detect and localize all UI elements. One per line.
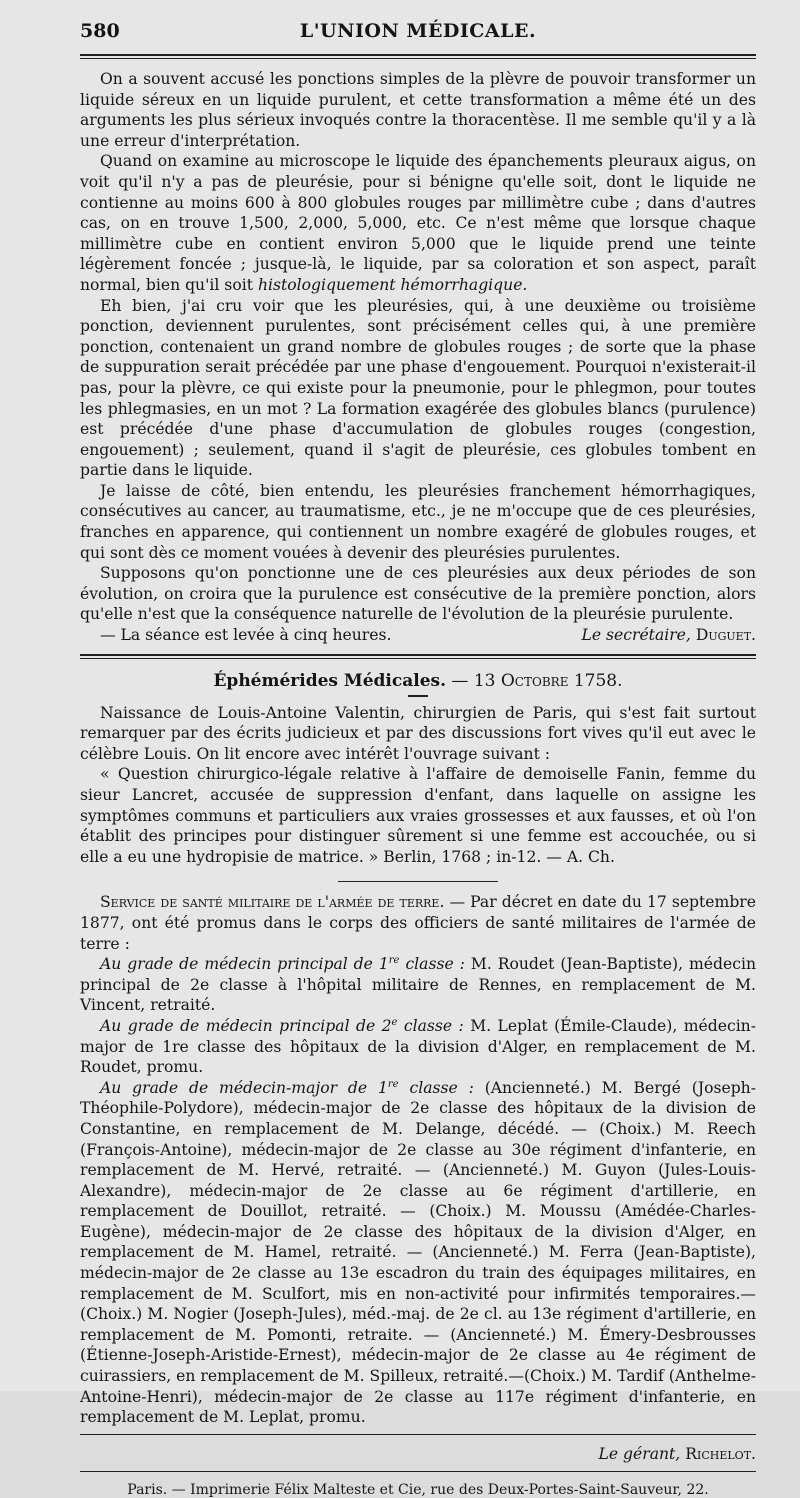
- header-rule: [80, 54, 756, 59]
- military-section: [80, 892, 756, 1427]
- minutes-paragraph: On a souvent accusé les ponctions simples de la plèvre de pouvoir transformer un liquide séreux en un liquide purulent, et cette transformation a même été un des arguments les plus sérieux invoqués contre la thoracentèse. Il me semble qu'il y a là une erreur d'interprétation.: [80, 70, 756, 150]
- footer-rule: [80, 1471, 756, 1472]
- signature-rule: [80, 1434, 756, 1435]
- minutes-paragraph: Je laisse de côté, bien entendu, les pleurésies franchement hémorrhagiques, consécutives au cancer, au traumatisme, etc., je ne m'occupe que de ces pleurésies, franches en apparence, qui contiennent un nombre exagéré de globules rouges, et qui sont dès ce moment vouées à devenir des pleurésies purulentes.: [80, 481, 756, 562]
- ephemerides-section: [80, 669, 756, 868]
- manager-signature: Le gérant, Richelot.: [598, 1444, 756, 1463]
- printer-imprint: Paris. — Imprimerie Félix Malteste et Cie, rue des Deux-Portes-Saint-Sauveur, 22.: [127, 1481, 709, 1498]
- italic-phrase: histologiquement hémorrhagique.: [257, 275, 528, 294]
- session-minutes: [80, 69, 756, 646]
- secretary-signature: Le secrétaire, Duguet.: [581, 626, 756, 645]
- military-intro: Service de santé militaire de l'armée de terre. — Par décret en date du 17 septembre 1877, ont été promus dans le corps des officiers de santé militaires de l'armée de terre :: [80, 893, 756, 953]
- title-dash: [408, 695, 428, 697]
- page-header: [80, 14, 756, 46]
- ephemerides-quote: « Question chirurgico-légale relative à l'affaire de demoiselle Fanin, femme du sieur Lancret, accusée de suppression d'enfant, dans laquelle on assigne les symptômes communs et particuliers aux vraies grossesses et aux fausses, et où l'on établit des principes pour distinguer sûrement si une femme est accouchée, ou si elle a eu une hydropisie de matrice. » Berlin, 1768 ; in-12. — A. Ch.: [80, 765, 756, 866]
- journal-title: L'UNION MÉDICALE.: [299, 20, 537, 42]
- military-heading: Service de santé militaire de l'armée de terre.: [100, 893, 445, 912]
- session-closing: [80, 625, 756, 646]
- ephemerides-title: Éphémérides Médicales. — 13 Octobre 1758.: [213, 670, 623, 691]
- ephemerides-paragraph: Naissance de Louis-Antoine Valentin, chirurgien de Paris, qui s'est fait surtout remarquer par des écrits judicieux et par des discussions fort vives qu'il eut avec le célèbre Louis. On lit encore avec intérêt l'ouvrage suivant :: [80, 703, 756, 763]
- minutes-paragraph: Eh bien, j'ai cru voir que les pleurésies, qui, à une deuxième ou troisième ponction, deviennent purulentes, sont précisément celles qui, à une première ponction, contenaient un grand nombre de globules rouges ; de sorte que la phase de suppuration serait précédée par une phase d'engouement. Pourquoi n'existerait-il pas, pour la plèvre, ce qui existe pour la pneumonie, pour le phlegmon, pour toutes les phlegmasies, en un mot ? La formation exagérée des globules blancs (purulence) est précédée d'une phase d'accumulation de globules rouges (congestion, engouement) ; seulement, quand il s'agit de pleurésie, ces globules tombent en partie dans le liquide.: [80, 296, 756, 480]
- promotion-entry: Au grade de médecin principal de 2e classe : M. Leplat (Émile-Claude), médecin-major de 1re classe des hôpitaux de la division d'Alger, en remplacement de M. Roudet, promu.: [80, 1016, 756, 1077]
- minutes-paragraph: Supposons qu'on ponctionne une de ces pleurésies aux deux périodes de son évolution, on croira que la purulence est consécutive de la première ponction, alors qu'elle n'est que la conséquence naturelle de l'évolution de la pleurésie purulente.: [80, 564, 756, 624]
- section-rule: [80, 654, 756, 659]
- page-number: 580: [80, 20, 120, 42]
- promotion-entry: Au grade de médecin-major de 1re classe : (Ancienneté.) M. Bergé (Joseph-Théophile-Polydore), médecin-major de 2e classe des hôpitaux de la division de Constantine, en remplacement de M. Delange, décédé. — (Choix.) M. Reech (François-Antoine), médecin-major de 2e classe au 30e régiment d'infanterie, en remplacement de M. Hervé, retraité. — (Ancienneté.) M. Guyon (Jules-Louis-Alexandre), médecin-major de 2e classe au 6e régiment d'artillerie, en remplacement de Douillot, retraité. — (Choix.) M. Moussu (Amédée-Charles-Eugène), médecin-major de 2e classe des hôpitaux de la division d'Alger, en remplacement de M. Hamel, retraité. — (Ancienneté.) M. Ferra (Jean-Baptiste), médecin-major de 2e classe au 13e escadron du train des équipages militaires, en remplacement de M. Sculfort, mis en non-activité pour infirmités temporaires.—(Choix.) M. Nogier (Joseph-Jules), méd.-maj. de 2e cl. au 13e régiment d'artillerie, en remplacement de M. Pomonti, retraite. — (Ancienneté.) M. Émery-Desbrousses (Étienne-Joseph-Aristide-Ernest), médecin-major de 2e classe au 4e régiment de cuirassiers, en remplacement de M. Spilleux, retraité.—(Choix.) M. Tardif (Anthelme-Antoine-Henri), médecin-major de 2e classe au 117e régiment d'infanterie, en remplacement de M. Leplat, promu.: [80, 1078, 756, 1427]
- promotion-entry: Au grade de médecin principal de 1re classe : M. Roudet (Jean-Baptiste), médecin principal de 2e classe à l'hôpital militaire de Rennes, en remplacement de M. Vincent, retraité.: [80, 954, 756, 1015]
- minutes-paragraph: Quand on examine au microscope le liquide des épanchements pleuraux aigus, on voit qu'il n'y a pas de pleurésie, pour si bénigne qu'elle soit, dont le liquide ne contienne au moins 600 à 800 globules rouges par millimètre cube ; dans d'autres cas, on en trouve 1,500, 2,000, 5,000, etc. Ce n'est même que lorsque chaque millimètre cube en contient environ 5,000 que le liquide prend une teinte légèrement foncée ; jusque-là, le liquide, par sa coloration et son aspect, paraît normal, bien qu'il soit histologiquement hémorrhagique.: [80, 152, 756, 294]
- closing-text: — La séance est levée à cinq heures.: [100, 626, 392, 645]
- divider: [338, 881, 498, 882]
